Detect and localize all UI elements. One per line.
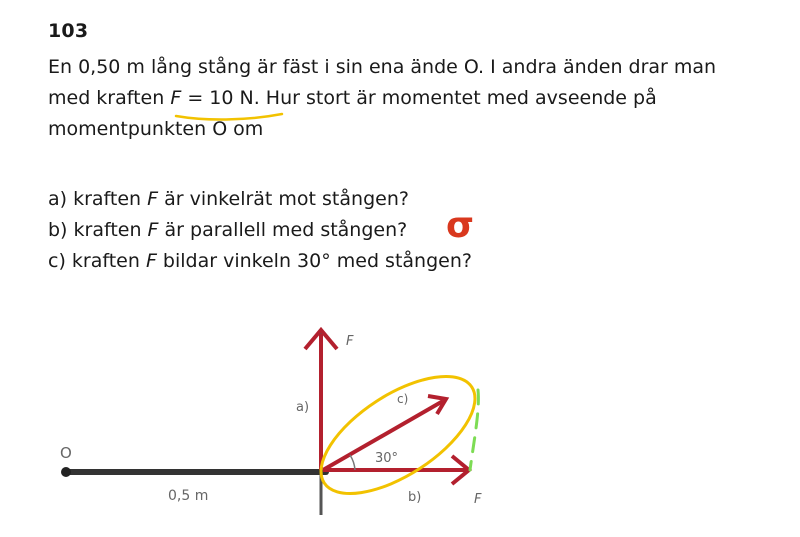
handwritten-sigma-mark: σ [446, 205, 475, 246]
force-label-right: F [474, 492, 482, 507]
rod-length-label: 0,5 m [168, 488, 209, 504]
point-o-label: O [60, 444, 72, 462]
problem-line-2-end: Hur stort är momentet med avseende på [259, 87, 657, 109]
question-c-suffix: bildar vinkeln 30° med stången? [156, 250, 472, 272]
underline-annotation [176, 114, 282, 120]
question-c-variable: F [145, 250, 157, 272]
force-value: = 10 N. [181, 87, 260, 109]
case-c-label: c) [397, 392, 409, 406]
ellipse-annotation [302, 354, 493, 517]
question-c-prefix: c) kraften [48, 250, 146, 272]
force-variable: F [170, 87, 182, 109]
angle-label: 30° [375, 451, 399, 466]
angle-arc [350, 455, 355, 470]
question-a-variable: F [147, 188, 159, 210]
question-a-prefix: a) kraften [48, 188, 148, 210]
problem-number: 103 [48, 20, 89, 42]
point-o-marker [61, 467, 71, 477]
question-a-suffix: är vinkelrät mot stången? [158, 188, 409, 210]
question-b-prefix: b) kraften [48, 219, 148, 241]
case-a-label: a) [296, 400, 310, 415]
question-b-variable: F [147, 219, 159, 241]
problem-line-3: momentpunkten O om [48, 118, 264, 140]
case-b-label: b) [408, 490, 422, 505]
problem-line-1: En 0,50 m lång stång är fäst i sin ena ände O. I andra änden drar man [48, 56, 717, 78]
question-b-suffix: är parallell med stången? [158, 219, 408, 241]
force-label-up: F [346, 334, 354, 349]
problem-line-2-start: med kraften [48, 87, 171, 109]
